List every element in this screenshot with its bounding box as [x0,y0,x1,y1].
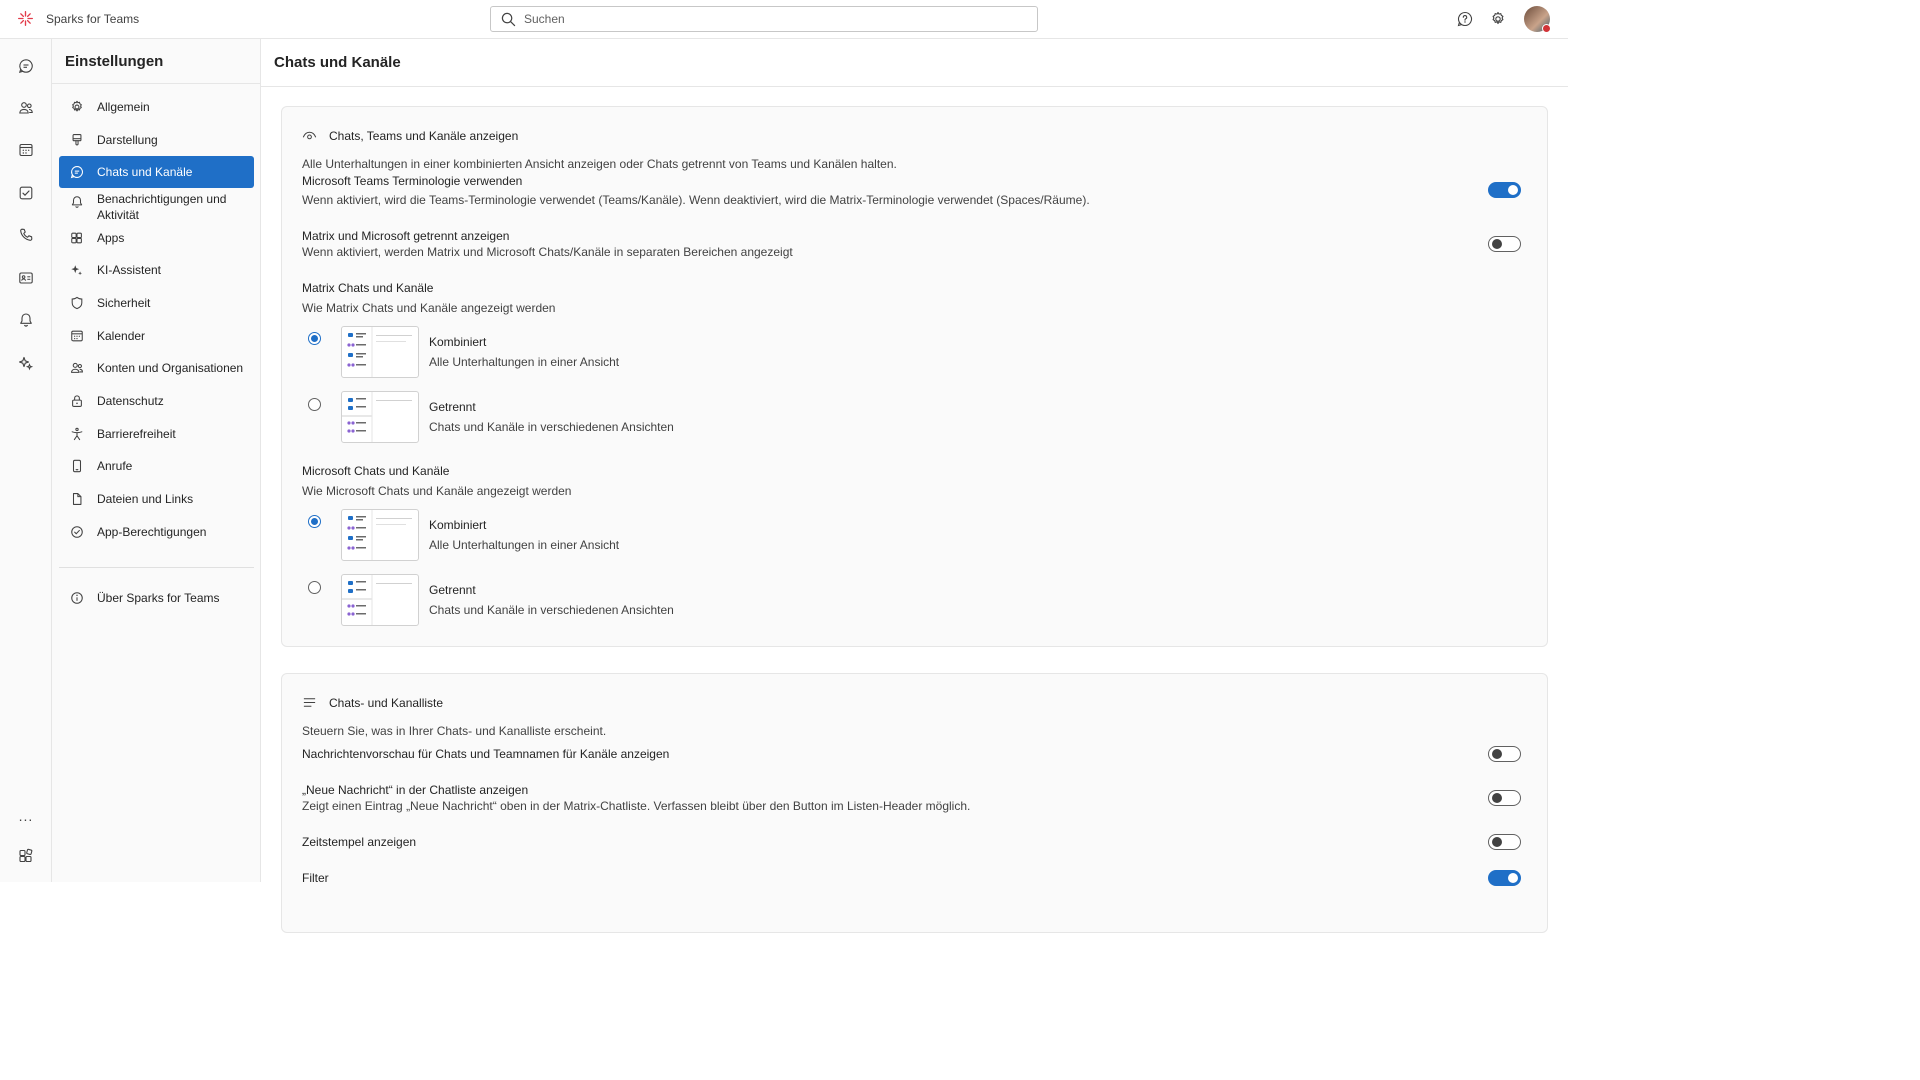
settings-title: Einstellungen [65,53,164,70]
option-title: Getrennt [429,583,476,597]
layout-preview-combined [341,326,419,378]
layout-preview-separate [341,391,419,443]
sparkle-icon [18,355,34,371]
top-bar [0,0,1568,39]
divider [261,86,1568,87]
apps-icon [70,231,84,245]
layout-preview-combined [341,509,419,561]
section-display [281,106,1548,647]
nav-item-label: Konten und Organisationen [97,361,244,375]
search-input[interactable] [524,12,1004,26]
sparkle-icon [70,263,84,277]
people-icon [70,361,84,375]
rail-contacts[interactable] [17,269,35,287]
nav-item-label: KI-Assistent [97,263,162,277]
nav-item-dateien[interactable] [59,483,254,515]
new-message-toggle[interactable] [1488,790,1521,806]
page-title: Chats und Kanäle [274,54,401,71]
nav-item-barrierefreiheit[interactable] [59,418,254,450]
shield-icon [70,296,84,310]
section-header [302,695,443,710]
section-chat-list [281,673,1548,933]
nav-item-label: Über Sparks for Teams [97,591,220,605]
help-icon [1457,11,1473,27]
group-description: Wie Matrix Chats und Kanäle angezeigt werden [302,301,556,315]
rail-apps[interactable] [17,847,35,865]
nav-item-benachrichtigungen[interactable] [59,189,254,223]
chat-icon [18,58,34,74]
option-title: Kombiniert [429,335,487,349]
search-icon [501,12,516,27]
teams-terminology-toggle[interactable] [1488,182,1521,198]
app-logo-icon [17,10,34,27]
tasks-icon [18,185,34,201]
nav-item-ueber[interactable] [59,582,254,614]
group-description: Wie Microsoft Chats und Kanäle angezeigt werden [302,484,572,498]
separate-layout-icon [342,392,419,443]
nav-item-label: Dateien und Links [97,492,194,506]
phone-icon [70,459,84,473]
presence-badge [1542,24,1551,33]
help-button[interactable] [1456,11,1473,28]
setting-title: Nachrichtenvorschau für Chats und Teamnamen für Kanäle anzeigen [302,747,670,761]
nav-item-konten[interactable] [59,352,254,384]
settings-button[interactable] [1489,11,1506,28]
microsoft-kombiniert-radio[interactable] [308,515,321,528]
nav-item-chats-und-kanaele[interactable] [59,156,254,188]
people-icon [18,100,34,116]
gear-icon [1490,11,1506,27]
setting-title: Microsoft Teams Terminologie verwenden [302,174,523,188]
setting-description: Wenn aktiviert, wird die Teams-Terminologie verwendet (Teams/Kanäle). Wenn deaktiviert, wird die Matrix-Terminologie verwendet (Spaces/Räume). [302,193,1090,207]
settings-nav [52,39,261,882]
option-description: Chats und Kanäle in verschiedenen Ansichten [429,603,674,617]
calendar-icon [18,142,34,158]
app-name: Sparks for Teams [46,11,140,26]
rail-ai[interactable] [17,354,35,372]
more-icon: ... [18,808,34,824]
timestamps-toggle[interactable] [1488,834,1521,850]
lock-icon [70,394,84,408]
option-title: Getrennt [429,400,476,414]
info-icon [70,591,84,605]
app-rail [0,39,52,882]
nav-item-label: Chats und Kanäle [97,165,193,179]
nav-item-app-berechtigungen[interactable] [59,516,254,548]
eye-icon [302,128,317,143]
gear-icon [70,100,84,114]
nav-item-label: Allgemein [97,100,150,114]
nav-item-ki-assistent[interactable] [59,254,254,286]
contact-card-icon [18,270,34,286]
document-icon [70,492,84,506]
setting-description: Zeigt einen Eintrag „Neue Nachricht“ oben in der Matrix-Chatliste. Verfassen bleibt über den Button im Listen-Header möglich. [302,799,971,813]
nav-item-label: Kalender [97,329,146,343]
bell-icon [18,312,34,328]
apps-icon [18,848,34,864]
section-title: Chats, Teams und Kanäle anzeigen [329,128,519,143]
chat-icon [70,165,84,179]
paintbrush-icon [70,133,84,147]
setting-title: Matrix und Microsoft getrennt anzeigen [302,229,510,243]
section-title: Chats- und Kanalliste [329,695,444,710]
matrix-getrennt-radio[interactable] [308,398,321,411]
calls-icon [18,227,34,243]
nav-item-label: Darstellung [97,133,158,147]
nav-item-kalender[interactable] [59,320,254,352]
app-brand[interactable] [17,10,139,27]
rail-more[interactable] [17,807,35,825]
accessibility-icon [70,427,84,441]
nav-item-label: Sicherheit [97,296,151,310]
option-description: Alle Unterhaltungen in einer Ansicht [429,355,620,369]
option-title: Kombiniert [429,518,487,532]
nav-item-label: Apps [97,231,125,245]
separate-layout-icon [342,575,419,626]
rail-people[interactable] [17,99,35,117]
option-description: Chats und Kanäle in verschiedenen Ansichten [429,420,674,434]
setting-title: Filter [302,871,329,885]
setting-title: Zeitstempel anzeigen [302,835,417,849]
rail-calls[interactable] [17,226,35,244]
avatar[interactable] [1524,6,1550,32]
nav-item-anrufe[interactable] [59,450,254,482]
matrix-kombiniert-radio[interactable] [308,332,321,345]
message-preview-toggle[interactable] [1488,746,1521,762]
divider [52,83,261,84]
rail-chat[interactable] [17,57,35,75]
nav-item-label: Anrufe [97,459,133,473]
calendar-icon [70,329,84,343]
combined-layout-icon [342,510,419,561]
divider [59,567,254,568]
section-header [302,128,518,143]
section-intro: Steuern Sie, was in Ihrer Chats- und Kanalliste erscheint. [302,724,607,738]
nav-item-label: Barrierefreiheit [97,427,176,441]
nav-item-sicherheit[interactable] [59,287,254,319]
nav-item-apps[interactable] [59,222,254,254]
rail-calendar[interactable] [17,141,35,159]
filter-toggle[interactable] [1488,870,1521,886]
settings-content [261,39,1568,885]
setting-title: „Neue Nachricht“ in der Chatliste anzeigen [302,783,529,797]
section-intro: Alle Unterhaltungen in einer kombinierten Ansicht anzeigen oder Chats getrennt von Teams und Kanälen halten. [302,157,897,171]
checkmark-circle-icon [70,525,84,539]
nav-item-allgemein[interactable] [59,91,254,123]
bell-icon [70,195,84,209]
combined-layout-icon [342,327,419,378]
separate-matrix-microsoft-toggle[interactable] [1488,236,1521,252]
top-right-actions [1456,6,1550,32]
nav-item-label: Datenschutz [97,394,164,408]
setting-description: Wenn aktiviert, werden Matrix und Microsoft Chats/Kanäle in separaten Bereichen angezeigt [302,245,793,259]
list-icon [302,695,317,710]
group-title: Matrix Chats und Kanäle [302,281,434,295]
rail-tasks[interactable] [17,184,35,202]
option-description: Alle Unterhaltungen in einer Ansicht [429,538,620,552]
nav-item-label: App-Berechtigungen [97,525,207,539]
layout-preview-separate [341,574,419,626]
group-title: Microsoft Chats und Kanäle [302,464,450,478]
rail-activity[interactable] [17,311,35,329]
nav-item-datenschutz[interactable] [59,385,254,417]
nav-item-darstellung[interactable] [59,124,254,156]
nav-item-label: Benachrichtigungen und Aktivität [97,192,227,222]
search-box[interactable] [490,6,1038,32]
microsoft-getrennt-radio[interactable] [308,581,321,594]
